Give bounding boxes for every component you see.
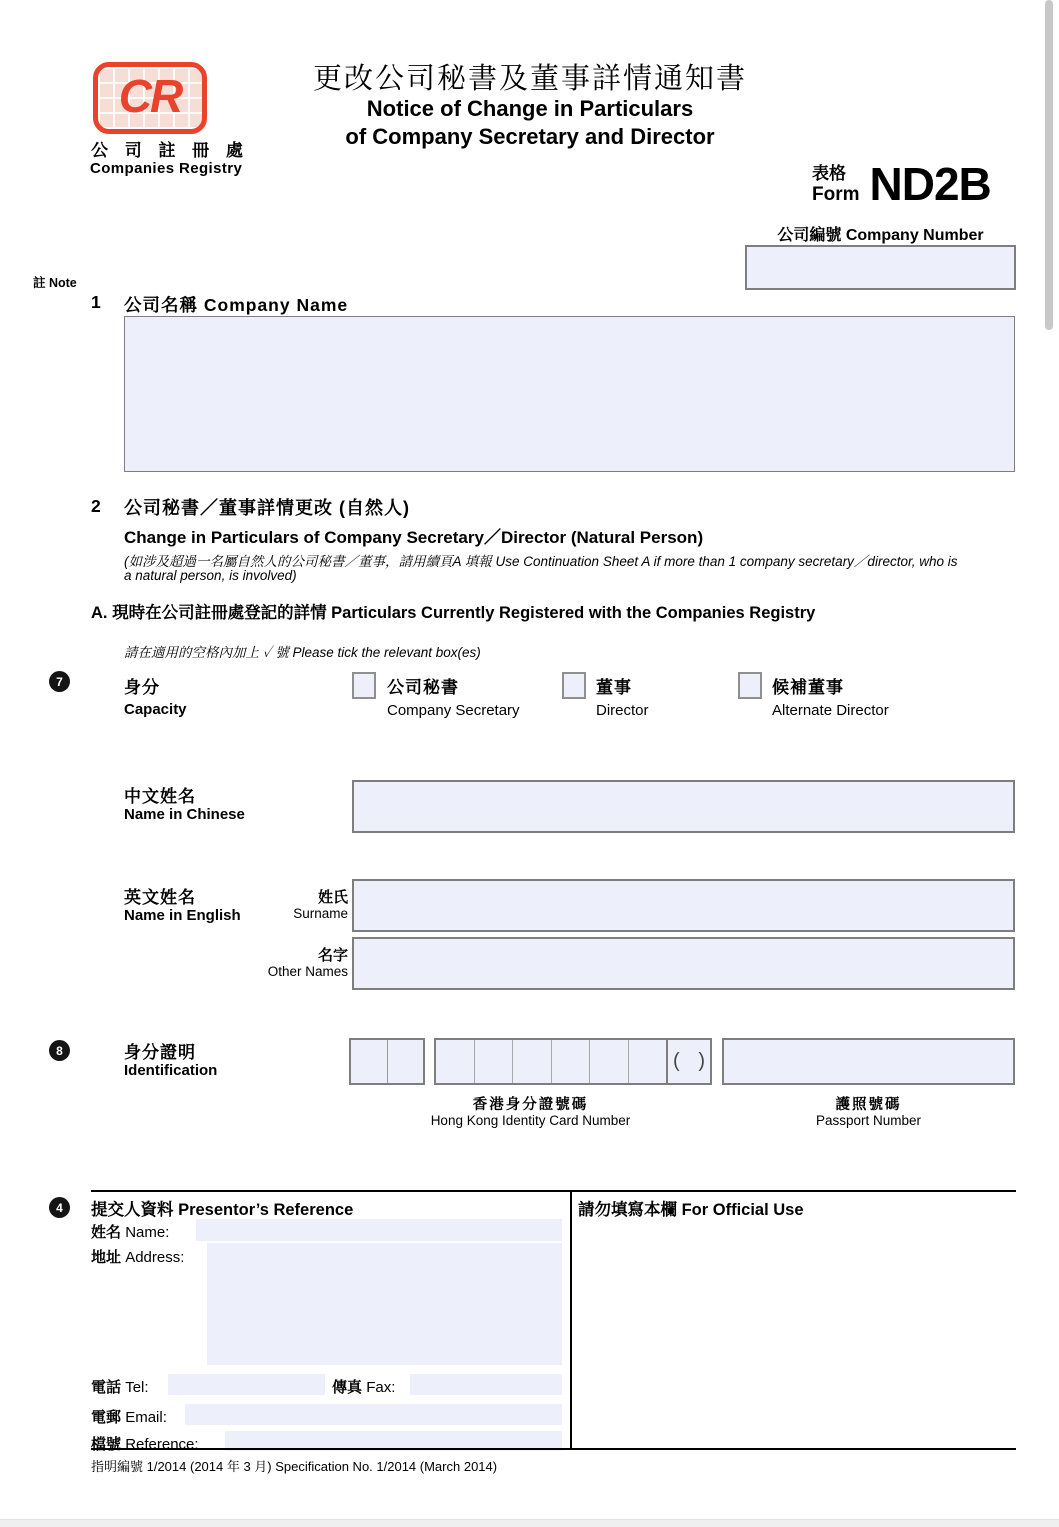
presenter-reference-label-en: Reference:	[125, 1436, 199, 1453]
bracket-close: )	[698, 1050, 705, 1072]
name-chinese-field[interactable]	[352, 780, 1015, 833]
passport-label-en: Passport Number	[815, 1113, 922, 1128]
form-code-block	[812, 157, 991, 211]
other-names-label-en: Other Names	[267, 964, 348, 979]
option-company-secretary-zh: 公司秘書	[387, 678, 459, 697]
official-use-title: 請勿填寫本欄 For Official Use	[578, 1201, 804, 1219]
form-code: ND2B	[869, 158, 991, 210]
section1-number: 1	[91, 292, 101, 312]
checkbox-company-secretary[interactable]	[352, 672, 376, 699]
company-number-label: 公司編號 Company Number	[777, 227, 984, 244]
company-name-field[interactable]	[124, 316, 1015, 472]
presenter-reference-label-zh: 檔號	[91, 1436, 122, 1453]
hkid-label-en: Hong Kong Identity Card Number	[430, 1113, 631, 1128]
org-name-chinese: 公 司 註 冊 處	[91, 141, 249, 160]
specification-note: 指明編號 1/2014 (2014 年 3 月) Specification No. 1/2014 (March 2014)	[91, 1459, 498, 1474]
surname-label-en: Surname	[293, 906, 348, 921]
margin-note-label: 註 Note	[33, 276, 77, 290]
presenter-address-label	[91, 1246, 184, 1267]
hkid-prefix-cell[interactable]	[351, 1040, 387, 1083]
presenter-name-label-en: Name:	[125, 1224, 170, 1241]
presenter-email-label	[91, 1406, 167, 1427]
form-title-english-line1: Notice of Change in Particulars	[366, 96, 694, 121]
passport-number-field[interactable]	[722, 1038, 1015, 1085]
name-chinese-label-zh: 中文姓名	[124, 787, 196, 806]
presenter-fax-label-en: Fax:	[366, 1379, 396, 1396]
other-names-field[interactable]	[352, 937, 1015, 990]
other-names-label-zh: 名字	[317, 947, 348, 964]
margin-note-7-badge: 7	[49, 671, 70, 692]
hkid-digit-cell[interactable]	[436, 1040, 474, 1083]
passport-label-zh: 護照號碼	[835, 1097, 902, 1113]
presenter-reference-label	[91, 1433, 199, 1454]
hkid-digit-cell[interactable]	[589, 1040, 628, 1083]
presenter-tel-label	[91, 1376, 149, 1397]
name-english-label-zh: 英文姓名	[124, 888, 196, 907]
name-english-label-en: Name in English	[124, 907, 241, 924]
capacity-label-chinese: 身分	[124, 678, 160, 697]
name-chinese-label-en: Name in Chinese	[124, 806, 245, 823]
form-title-chinese: 更改公司秘書及董事詳情通知書	[312, 63, 747, 95]
checkbox-director[interactable]	[562, 672, 586, 699]
presenter-tel-label-en: Tel:	[125, 1379, 149, 1396]
bracket-open: (	[673, 1050, 680, 1072]
surname-label-zh: 姓氏	[317, 889, 348, 906]
hkid-label-zh: 香港身分證號碼	[472, 1097, 589, 1113]
presenter-divider-rule	[570, 1190, 572, 1448]
vertical-scrollbar-thumb[interactable]	[1045, 0, 1053, 330]
option-alternate-director-en: Alternate Director	[772, 702, 889, 719]
option-alternate-director-zh: 候補董事	[772, 678, 844, 697]
company-number-field[interactable]	[745, 245, 1016, 290]
hkid-prefix-field[interactable]	[349, 1038, 425, 1085]
margin-note-4-badge: 4	[49, 1197, 70, 1218]
section2-note-line1: (如涉及超過一名屬自然人的公司秘書／董事，請用續頁A 填報 Use Continuation Sheet A if more than 1 company secretary／director, who is	[124, 554, 958, 569]
form-label-english: Form	[812, 183, 860, 205]
form-title-english-line2: of Company Secretary and Director	[345, 124, 715, 149]
capacity-label-english: Capacity	[124, 701, 187, 718]
presenter-top-rule	[91, 1190, 1016, 1192]
surname-field[interactable]	[352, 879, 1015, 932]
cr-monogram-icon: CR	[118, 70, 182, 122]
presenter-address-label-zh: 地址	[91, 1249, 122, 1266]
section2-title-english: Change in Particulars of Company Secretary／Director (Natural Person)	[124, 528, 704, 547]
window-bottom-strip	[0, 1519, 1059, 1527]
section2-note-line2: a natural person, is involved)	[124, 568, 297, 583]
presenter-name-label-zh: 姓名	[91, 1224, 122, 1241]
presenter-email-label-zh: 電郵	[91, 1409, 122, 1426]
presenter-fax-label	[332, 1376, 395, 1397]
hkid-digit-cell[interactable]	[474, 1040, 513, 1083]
presenter-name-label	[91, 1221, 169, 1242]
option-company-secretary-en: Company Secretary	[387, 702, 520, 719]
presenter-email-field[interactable]	[185, 1404, 562, 1425]
presenter-tel-label-zh: 電話	[91, 1379, 122, 1396]
identification-label-zh: 身分證明	[124, 1043, 196, 1062]
hkid-check-digit-cell[interactable]	[666, 1040, 710, 1083]
presenter-name-field[interactable]	[196, 1219, 562, 1241]
tick-instruction: 請在適用的空格內加上 ✓ 號 Please tick the relevant box(es)	[124, 645, 481, 660]
hkid-digit-cell[interactable]	[551, 1040, 590, 1083]
identification-label-en: Identification	[124, 1062, 218, 1079]
hkid-prefix-cell[interactable]	[387, 1040, 424, 1083]
presenter-bottom-rule	[91, 1448, 1016, 1450]
org-name-english: Companies Registry	[90, 160, 243, 177]
checkbox-alternate-director[interactable]	[738, 672, 762, 699]
presenter-fax-label-zh: 傳真	[332, 1379, 363, 1396]
sectionA-title: A. 現時在公司註冊處登記的詳情 Particulars Currently Registered with the Companies Registry	[91, 604, 816, 622]
section1-title: 公司名稱 Company Name	[124, 295, 349, 315]
form-label-chinese: 表格	[812, 163, 846, 183]
companies-registry-logo	[93, 62, 207, 134]
section2-number: 2	[91, 496, 101, 516]
margin-note-8-badge: 8	[49, 1040, 70, 1061]
presenter-email-label-en: Email:	[125, 1409, 167, 1426]
hkid-number-field[interactable]	[434, 1038, 712, 1085]
presenter-fax-field[interactable]	[410, 1374, 562, 1395]
presenter-address-field[interactable]	[207, 1243, 562, 1365]
hkid-digit-cell[interactable]	[512, 1040, 551, 1083]
option-director-en: Director	[596, 702, 649, 719]
option-director-zh: 董事	[596, 678, 632, 697]
presenter-title: 提交人資料 Presentor’s Reference	[91, 1201, 354, 1219]
hkid-digit-cell[interactable]	[628, 1040, 667, 1083]
presenter-tel-field[interactable]	[168, 1374, 325, 1395]
presenter-address-label-en: Address:	[125, 1249, 185, 1266]
section2-title-chinese: 公司秘書／董事詳情更改 (自然人)	[124, 498, 410, 518]
